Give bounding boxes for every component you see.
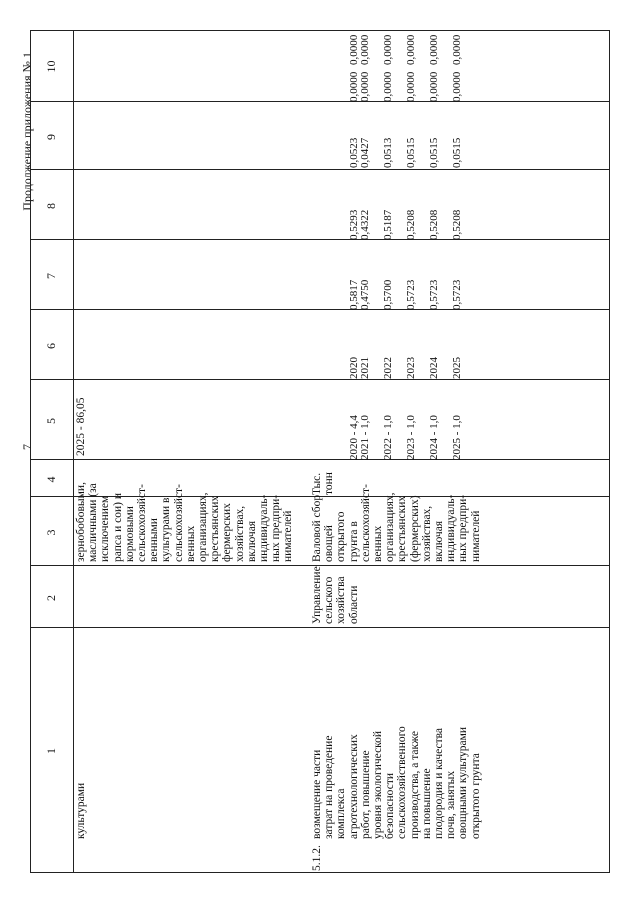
column-header-2: 2	[43, 595, 58, 601]
column-header-7: 7	[43, 273, 58, 279]
rotated-table-frame	[20, 30, 620, 873]
page-number: 7	[20, 444, 34, 450]
row-values-col8: 0,5293 0,4322 0,5187 0,5208 0,5208 0,5208	[348, 209, 463, 240]
carry-col5-text: 2025 - 86,05	[75, 397, 87, 456]
column-divider-8-9	[31, 169, 609, 170]
header-divider	[73, 31, 74, 872]
continuation-caption: Продолжение приложения № 1	[20, 52, 34, 211]
column-header-4: 4	[43, 476, 58, 483]
column-divider-7-8	[31, 239, 609, 240]
row-indicator: Валовой сбор овощей открытого грунта в сельскохозяйст- венных организациях, крестьянских (фермерских) хозяйствах, включая индивидуаль- ных предпри- нимателей	[311, 484, 482, 562]
column-header-5: 5	[43, 418, 58, 424]
column-header-8: 8	[43, 203, 58, 209]
row-description: возмещение части затрат на проведение комплекса агротехнологических работ, повышение уровня экологической безопасности сельскохозяйственного производства, а также на повышение плодородия и качества почв, занятых овощными культурами открытого грунта	[311, 726, 482, 839]
column-divider-6-7	[31, 309, 609, 310]
row-executor: Управление сельского хозяйства области	[311, 566, 360, 624]
carry-col1-text: культурами	[75, 782, 87, 839]
column-header-6: 6	[43, 343, 58, 349]
row-values-col10-b: 0,0000 0,0000 0,0000 0,0000 0,0000 0,0000	[348, 34, 463, 65]
column-divider-1-2	[31, 627, 609, 628]
column-divider-5-6	[31, 379, 609, 380]
column-header-3: 3	[43, 529, 58, 536]
row-unit: Тыс. тонн	[311, 472, 336, 495]
column-divider-9-10	[31, 101, 609, 102]
column-divider-4-5	[31, 459, 609, 460]
column-header-1: 1	[43, 748, 58, 754]
column-header-10: 10	[43, 60, 58, 73]
row-values-col9: 0,0523 0,0427 0,0513 0,0515 0,0515 0,0515	[348, 137, 463, 168]
column-header-9: 9	[43, 134, 58, 140]
row-values-col10-a: 0,0000 0,0000 0,0000 0,0000 0,0000 0,0000	[348, 71, 463, 102]
row-number: 5.1.2.	[311, 845, 323, 871]
row-years: 2020 2021 2022 2023 2024 2025	[348, 357, 463, 379]
row-funding-by-year: 2020 - 4,4 2021 - 1,0 2022 - 1,0 2023 - 1,0 2024 - 1,0 2025 - 1,0	[348, 415, 463, 460]
row-values-col7: 0,5817 0,4750 0,5700 0,5723 0,5723 0,5723	[348, 279, 463, 310]
carry-col3-text: зернобобовыми, масличными (за исключением рапса и сои) и кормовыми сельскохозяйст- венными культурами в сельскохозяйст- венных организациях, крестьянских фермерских хозяйствах, включая индивидуаль- ных предпри- нимателей	[75, 482, 295, 562]
